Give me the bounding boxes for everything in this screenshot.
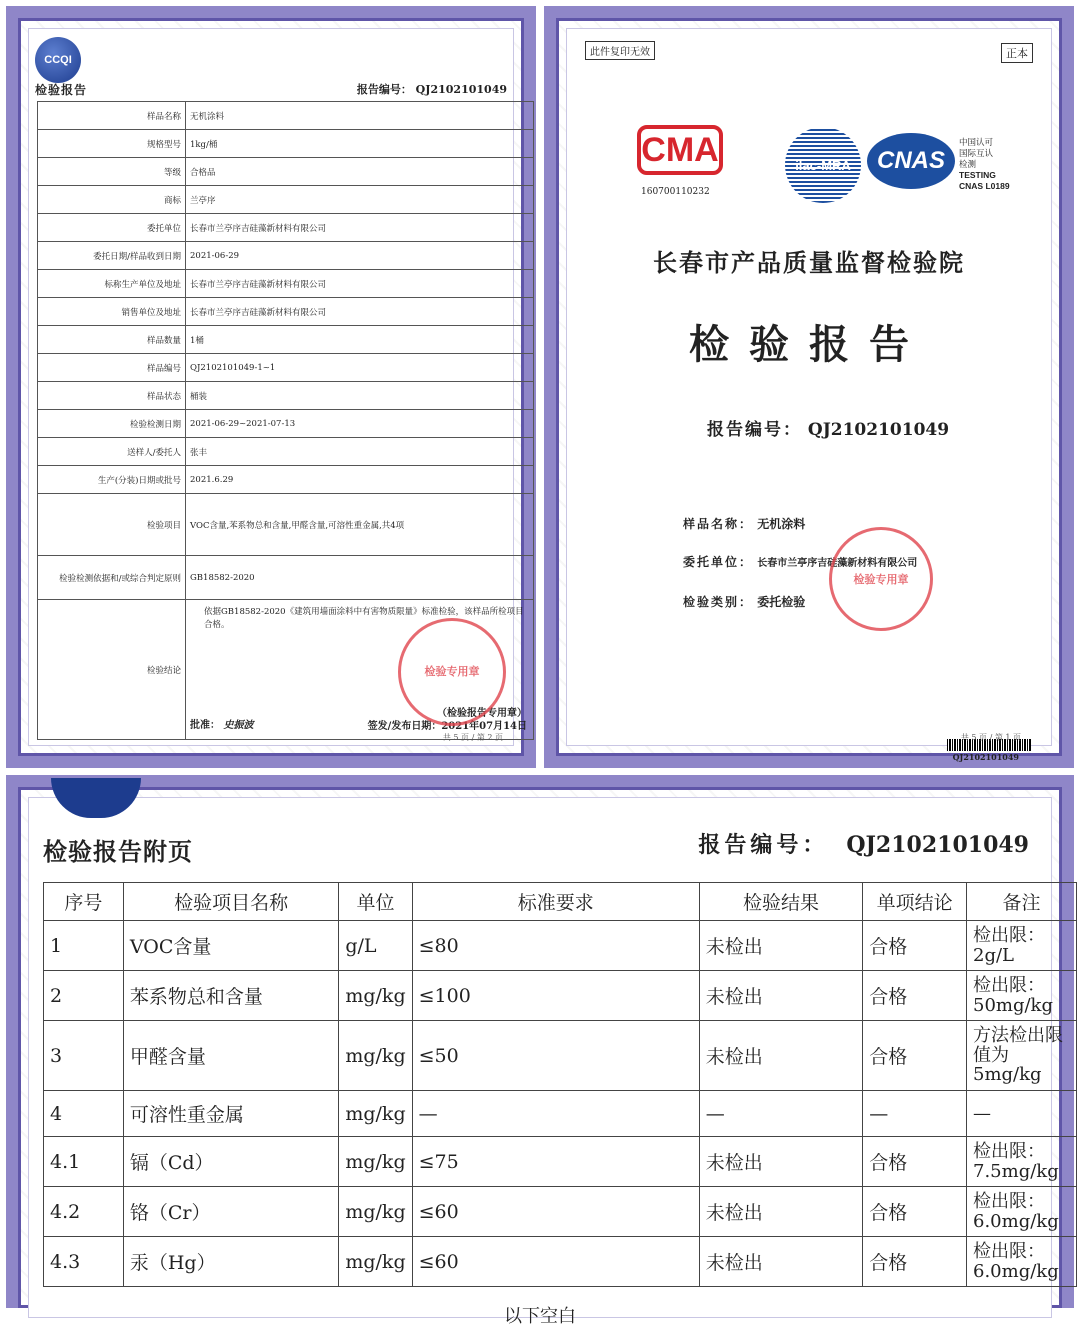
red-seal-stamp: 检验专用章: [398, 618, 506, 726]
unit: mg/kg: [339, 1187, 412, 1237]
field-value: 长春市兰亭序吉硅藻新材料有限公司: [186, 214, 534, 242]
requirement: ≤80: [412, 921, 699, 971]
requirement: ≤60: [412, 1237, 699, 1287]
col-header: 序号: [44, 883, 124, 921]
conclusion-label: 检验结论: [38, 600, 186, 740]
result: 未检出: [699, 1237, 863, 1287]
unit: mg/kg: [339, 971, 412, 1021]
col-header: 单项结论: [863, 883, 967, 921]
cover-title: 检验报告: [689, 321, 929, 368]
unit: mg/kg: [339, 1021, 412, 1091]
field-value: 合格品: [186, 158, 534, 186]
requirement: —: [412, 1091, 699, 1137]
report-number: 报告编号： QJ2102101049: [707, 420, 950, 440]
field-value: 2021-06-29~2021-07-13: [186, 410, 534, 438]
requirement: ≤100: [412, 971, 699, 1021]
report-attachment-page: [6, 775, 1074, 1327]
field-label: 样品编号: [38, 354, 186, 382]
item-name: 铬（Cr）: [123, 1187, 338, 1237]
red-seal-stamp: 检验专用章: [829, 527, 933, 631]
attachment-title: 检验报告附页: [43, 837, 193, 866]
blank-notice: 以下空白: [504, 1306, 576, 1327]
page-body: [28, 28, 527, 746]
field-value: 长春市兰亭序吉硅藻新材料有限公司: [186, 270, 534, 298]
field-value: 张丰: [186, 438, 534, 466]
field-label: 委托日期/样品收到日期: [38, 242, 186, 270]
item-name: 甲醛含量: [123, 1021, 338, 1091]
unit: mg/kg: [339, 1091, 412, 1137]
note: —: [967, 1091, 1077, 1137]
table-row: [38, 556, 534, 600]
note: 检出限：50mg/kg: [967, 971, 1077, 1021]
field-value: 无机涂料: [186, 102, 534, 130]
table-row: [38, 600, 534, 740]
item-name: 汞（Hg）: [123, 1237, 338, 1287]
barcode-number: QJ2102101049: [952, 752, 1019, 762]
table-row: [44, 971, 1077, 1021]
item-name: 镉（Cd）: [123, 1137, 338, 1187]
note: 方法检出限值为5mg/kg: [967, 1021, 1077, 1091]
row-number: 3: [44, 1021, 124, 1091]
conclusion-text: 依据GB18582-2020《建筑用墙面涂料中有害物质限量》标准检验，该样品所检项目合格。: [204, 607, 524, 630]
logo-seal-icon: [51, 778, 141, 818]
original-badge: 正本: [1001, 43, 1033, 63]
verdict: 合格: [863, 1237, 967, 1287]
result: 未检出: [699, 1187, 863, 1237]
table-row: [38, 242, 534, 270]
note: 检出限：2g/L: [967, 921, 1077, 971]
unit: mg/kg: [339, 1237, 412, 1287]
col-header: 检验结果: [699, 883, 863, 921]
field-value: 1kg/桶: [186, 130, 534, 158]
col-header: 检验项目名称: [123, 883, 338, 921]
verdict: 合格: [863, 1187, 967, 1237]
page-body: [28, 797, 1063, 1327]
requirement: ≤50: [412, 1021, 699, 1091]
note: 检出限：6.0mg/kg: [967, 1187, 1077, 1237]
institute-name: 长春市产品质量监督检验院: [653, 248, 965, 277]
unit: mg/kg: [339, 1137, 412, 1187]
row-number: 1: [44, 921, 124, 971]
table-row: [44, 1137, 1077, 1187]
field-value: QJ2102101049-1~1: [186, 354, 534, 382]
table-row: [38, 158, 534, 186]
table-row: [44, 1187, 1077, 1237]
table-row: [38, 214, 534, 242]
field-value: 2021.6.29: [186, 466, 534, 494]
page-footer: 共 5 页 / 第 2 页: [442, 733, 503, 742]
results-table: [43, 882, 1077, 1287]
row-number: 2: [44, 971, 124, 1021]
page-footer: 共 5 页 / 第 1 页: [960, 733, 1021, 742]
table-row: [38, 410, 534, 438]
verdict: 合格: [863, 1137, 967, 1187]
item-name: 苯系物总和含量: [123, 971, 338, 1021]
row-number: 4: [44, 1091, 124, 1137]
result: —: [699, 1091, 863, 1137]
field-label: 生产(分装)日期或批号: [38, 466, 186, 494]
sample-name: 样品名称： 无机涂料: [683, 517, 806, 531]
result: 未检出: [699, 1137, 863, 1187]
col-header: 单位: [339, 883, 412, 921]
page-title: 检验报告: [35, 83, 88, 97]
table-row: [38, 326, 534, 354]
field-value: 兰亭序: [186, 186, 534, 214]
result: 未检出: [699, 971, 863, 1021]
row-number: 4.1: [44, 1137, 124, 1187]
requirement: ≤75: [412, 1137, 699, 1187]
report-cover-page: [544, 6, 1074, 768]
table-row: [38, 466, 534, 494]
conclusion-cell: [186, 600, 534, 740]
field-label: 等级: [38, 158, 186, 186]
field-value: 桶装: [186, 382, 534, 410]
inspection-category: 检验类别： 委托检验: [683, 595, 806, 609]
row-number: 4.2: [44, 1187, 124, 1237]
table-row: [38, 102, 534, 130]
field-label: 商标: [38, 186, 186, 214]
item-name: 可溶性重金属: [123, 1091, 338, 1137]
cma-logo-icon: CMA: [637, 125, 723, 175]
table-row: [44, 1091, 1077, 1137]
note: 检出限：7.5mg/kg: [967, 1137, 1077, 1187]
verdict: 合格: [863, 921, 967, 971]
table-row: [38, 298, 534, 326]
table-row: [38, 130, 534, 158]
result: 未检出: [699, 1021, 863, 1091]
verdict: 合格: [863, 971, 967, 1021]
row-number: 4.3: [44, 1237, 124, 1287]
cma-number: 160700110232: [641, 187, 710, 197]
table-row: [38, 186, 534, 214]
table-row: [38, 382, 534, 410]
table-header-row: [44, 883, 1077, 921]
field-label: 检验项目: [38, 494, 186, 556]
col-header: 标准要求: [412, 883, 699, 921]
field-label: 样品名称: [38, 102, 186, 130]
note: 检出限：6.0mg/kg: [967, 1237, 1077, 1287]
requirement: ≤60: [412, 1187, 699, 1237]
report-info-table: [37, 101, 534, 740]
signature: 史振波: [223, 720, 254, 731]
field-value: VOC含量,苯系物总和含量,甲醛含量,可溶性重金属,共4项: [186, 494, 534, 556]
field-value: 长春市兰亭序吉硅藻新材料有限公司: [186, 298, 534, 326]
field-label: 规格型号: [38, 130, 186, 158]
field-value: 1桶: [186, 326, 534, 354]
cnas-info: 中国认可 国际互认 检测 TESTING CNAS L0189: [959, 137, 1010, 192]
col-header: 备注: [967, 883, 1077, 921]
table-row: [38, 494, 534, 556]
field-label: 检验检测日期: [38, 410, 186, 438]
table-row: [38, 270, 534, 298]
table-row: [44, 1237, 1077, 1287]
field-label: 标称生产单位及地址: [38, 270, 186, 298]
result: 未检出: [699, 921, 863, 971]
verdict: —: [863, 1091, 967, 1137]
table-row: [44, 1021, 1077, 1091]
field-label: 样品状态: [38, 382, 186, 410]
field-label: 检验检测依据和/或综合判定原则: [38, 556, 186, 600]
stamp-note: （检验报告专用章）: [437, 708, 527, 719]
ccqi-logo-icon: CCQI: [35, 37, 81, 83]
approver: 批准： 史振波: [190, 720, 254, 731]
report-number: 报告编号： QJ2102101049: [698, 832, 1029, 858]
client-name: 委托单位： 长春市兰亭序吉硅藻新材料有限公司: [683, 555, 918, 569]
report-number: 报告编号： QJ2102101049: [356, 83, 507, 96]
page-body: [566, 28, 1052, 762]
item-name: VOC含量: [123, 921, 338, 971]
cnas-logo-icon: CNAS: [867, 133, 955, 189]
field-label: 送样人/委托人: [38, 438, 186, 466]
unit: g/L: [339, 921, 412, 971]
issue-date: 签发/发布日期：2021年07月14日: [367, 721, 527, 732]
field-value: GB18582-2020: [186, 556, 534, 600]
table-row: [38, 354, 534, 382]
field-value: 2021-06-29: [186, 242, 534, 270]
ilac-mra-logo-icon: ilac-MRA: [785, 127, 861, 203]
verdict: 合格: [863, 1021, 967, 1091]
field-label: 销售单位及地址: [38, 298, 186, 326]
field-label: 样品数量: [38, 326, 186, 354]
table-row: [44, 921, 1077, 971]
table-row: [38, 438, 534, 466]
report-page-2: [6, 6, 536, 768]
field-label: 委托单位: [38, 214, 186, 242]
copy-notice: 此件复印无效: [585, 41, 655, 60]
